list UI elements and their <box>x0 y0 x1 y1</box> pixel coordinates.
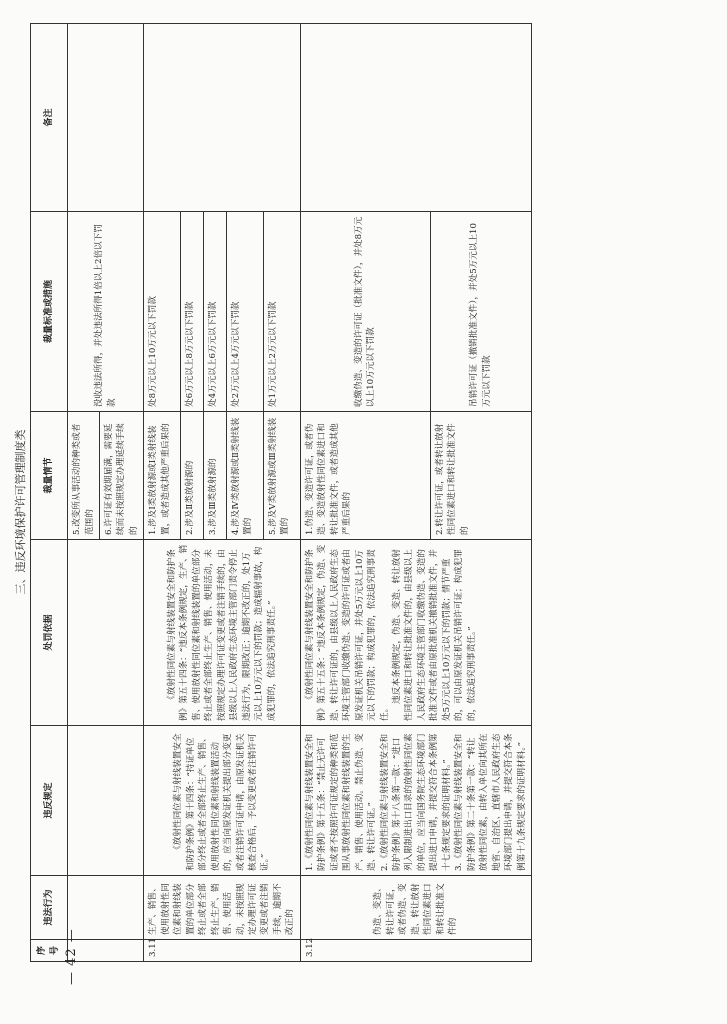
rule-paragraph: 3.《放射性同位素与射线装置安全和防护条例》第二十条第一款：“转让放射性同位素，由转入单位向其所在地省、自治区、直辖市人民政府生态环境部门提出申请，并提交符合本条例第十九条规定要求的证明材料。” <box>454 733 527 871</box>
header-note: 备注 <box>31 23 68 211</box>
circumstance-cell: 5.涉及Ⅴ类放射源或Ⅲ类射线装置的 <box>263 411 300 539</box>
rule-paragraph: 2.《放射性同位素与射线装置安全和防护条例》第十八条第一款：“进口列入限制进出口目录的放射性同位素的单位，应当向国务院生态环境部门提出进口申请，并提交符合本条例第十七条规定要求的证明材料。” <box>379 733 452 871</box>
standard-cell: 收缴伪造、变造的许可证（批准文件），并处8万元以上10万元以下罚款 <box>300 211 430 411</box>
basis-paragraph: 《放射性同位素与射线装置安全和防护条例》第五十五条：“违反本条例规定，伪造、变造、转让许可证的，由县级以上人民政府生态环境主管部门收缴伪造、变造的许可证或者由原发证机关吊销许可证，并处5万元以上10万元以下的罚款；构成犯罪的，依法追究刑事责任。 <box>304 544 390 721</box>
section-title: 三、违反环境保护许可管理制度类 <box>14 429 27 595</box>
circumstance-cell: 5.改变所从事活动的种类或者范围的 <box>68 411 100 539</box>
seq-cell: 3.11 <box>144 940 300 962</box>
standard-cell: 处2万元以上4万元以下罚款 <box>226 211 263 411</box>
header-basis: 处罚依据 <box>31 540 68 726</box>
circumstance-cell: 3.涉及Ⅲ类放射源的 <box>204 411 227 539</box>
standard-cell: 吊销许可证（撤销批准文件），并处5万元以上10万元以下罚款 <box>430 211 531 411</box>
header-standard: 裁量标准或措施 <box>31 211 68 411</box>
circumstance-cell: 6.许可证有效期届满，需要延续而未按照规定办理延续手续的 <box>100 411 144 539</box>
standard-cell: 没收违法所得，并处违法所得1倍以上2倍以下罚款 <box>68 211 144 411</box>
rule-paragraph: 1.《放射性同位素与射线装置安全和防护条例》第十五条：“禁止无许可证或者不按照许可证规定的种类和范围从事放射性同位素和射线装置的生产、销售、使用活动。禁止伪造、变造、转让许可证。” <box>304 733 378 871</box>
basis-cell: 《放射性同位素与射线装置安全和防护条例》第五十四条：“违反本条例规定，生产、销售、使用放射性同位素和射线装置的单位部分终止或者全部终止生产、销售、使用活动，未按照规定办理许可证变更或者注销手续的，由县级以上人民政府生态环境主管部门责令停止违法行为，限期改正；逾期不改正的，处1万元以上10万元以下的罚款；造成辐射事故，构成犯罪的，依法追究刑事责任。” <box>144 540 300 726</box>
act-cell: 生产、销售、使用放射性同位素和射线装置的单位部分终止或者全部终止生产、销售、使用活动，未按照规定办理许可证变更或者注销手续，逾期不改正的 <box>144 876 300 940</box>
seq-cell: 3.12 <box>300 940 531 962</box>
rule-cell <box>300 726 531 876</box>
standard-cell: 处6万元以上8万元以下罚款 <box>181 211 204 411</box>
header-act: 违法行为 <box>31 876 68 940</box>
header-rule: 违反规定 <box>31 726 68 876</box>
basis-cell <box>300 540 531 726</box>
page-number: — 42 — <box>64 928 79 985</box>
note-cell <box>300 23 531 211</box>
table-row <box>144 23 181 961</box>
standard-cell: 处1万元以上2万元以下罚款 <box>263 211 300 411</box>
header-circumstance: 裁量情节 <box>31 411 68 539</box>
header-row <box>31 23 68 961</box>
standard-cell: 处4万元以上6万元以下罚款 <box>204 211 227 411</box>
circumstance-cell: 2.转让许可证，或者转让放射性同位素进口和转让批准文件的 <box>430 411 531 539</box>
basis-paragraph: 违反本条例规定，伪造、变造、转让放射性同位素进口和转让批准文件的，由县级以上人民政府生态环境主管部门收缴伪造、变造的批准文件或者由原批准机关撤销批准文件，并处5万元以上10万元以下的罚款；情节严重的，可以由原发证机关吊销许可证；构成犯罪的，依法追究刑事责任。” <box>391 549 477 721</box>
circumstance-cell: 1.伪造、变造许可证，或者伪造、变造放射性同位素进口和转让批准文件，或者造成其他严重后果的 <box>300 411 430 539</box>
table-row <box>68 23 100 961</box>
note-cell <box>144 23 300 211</box>
circumstance-cell: 4.涉及Ⅳ类放射源或Ⅱ类射线装置的 <box>226 411 263 539</box>
circumstance-cell: 2.涉及Ⅱ类放射源的 <box>181 411 204 539</box>
act-cell: 伪造、变造、转让许可证，或者伪造、变造、转让放射性同位素进口和转让批准文件的 <box>300 876 531 940</box>
standard-cell: 处8万元以上10万元以下罚款 <box>144 211 181 411</box>
penalty-table <box>30 23 532 962</box>
rule-cell: 《放射性同位素与射线装置安全和防护条例》第十四条：“持证单位部分终止或者全部终止生产、销售、使用放射性同位素和射线装置活动的，应当向原发证机关提出部分变更或者注销许可证申请，由原发证机关核查合格后，予以变更或者注销许可证。” <box>144 726 300 876</box>
header-seq: 序号 <box>31 940 68 962</box>
circumstance-cell: 1.涉及Ⅰ类放射源或Ⅰ类射线装置，或者造成其他严重后果的 <box>144 411 181 539</box>
table-row <box>300 23 430 961</box>
